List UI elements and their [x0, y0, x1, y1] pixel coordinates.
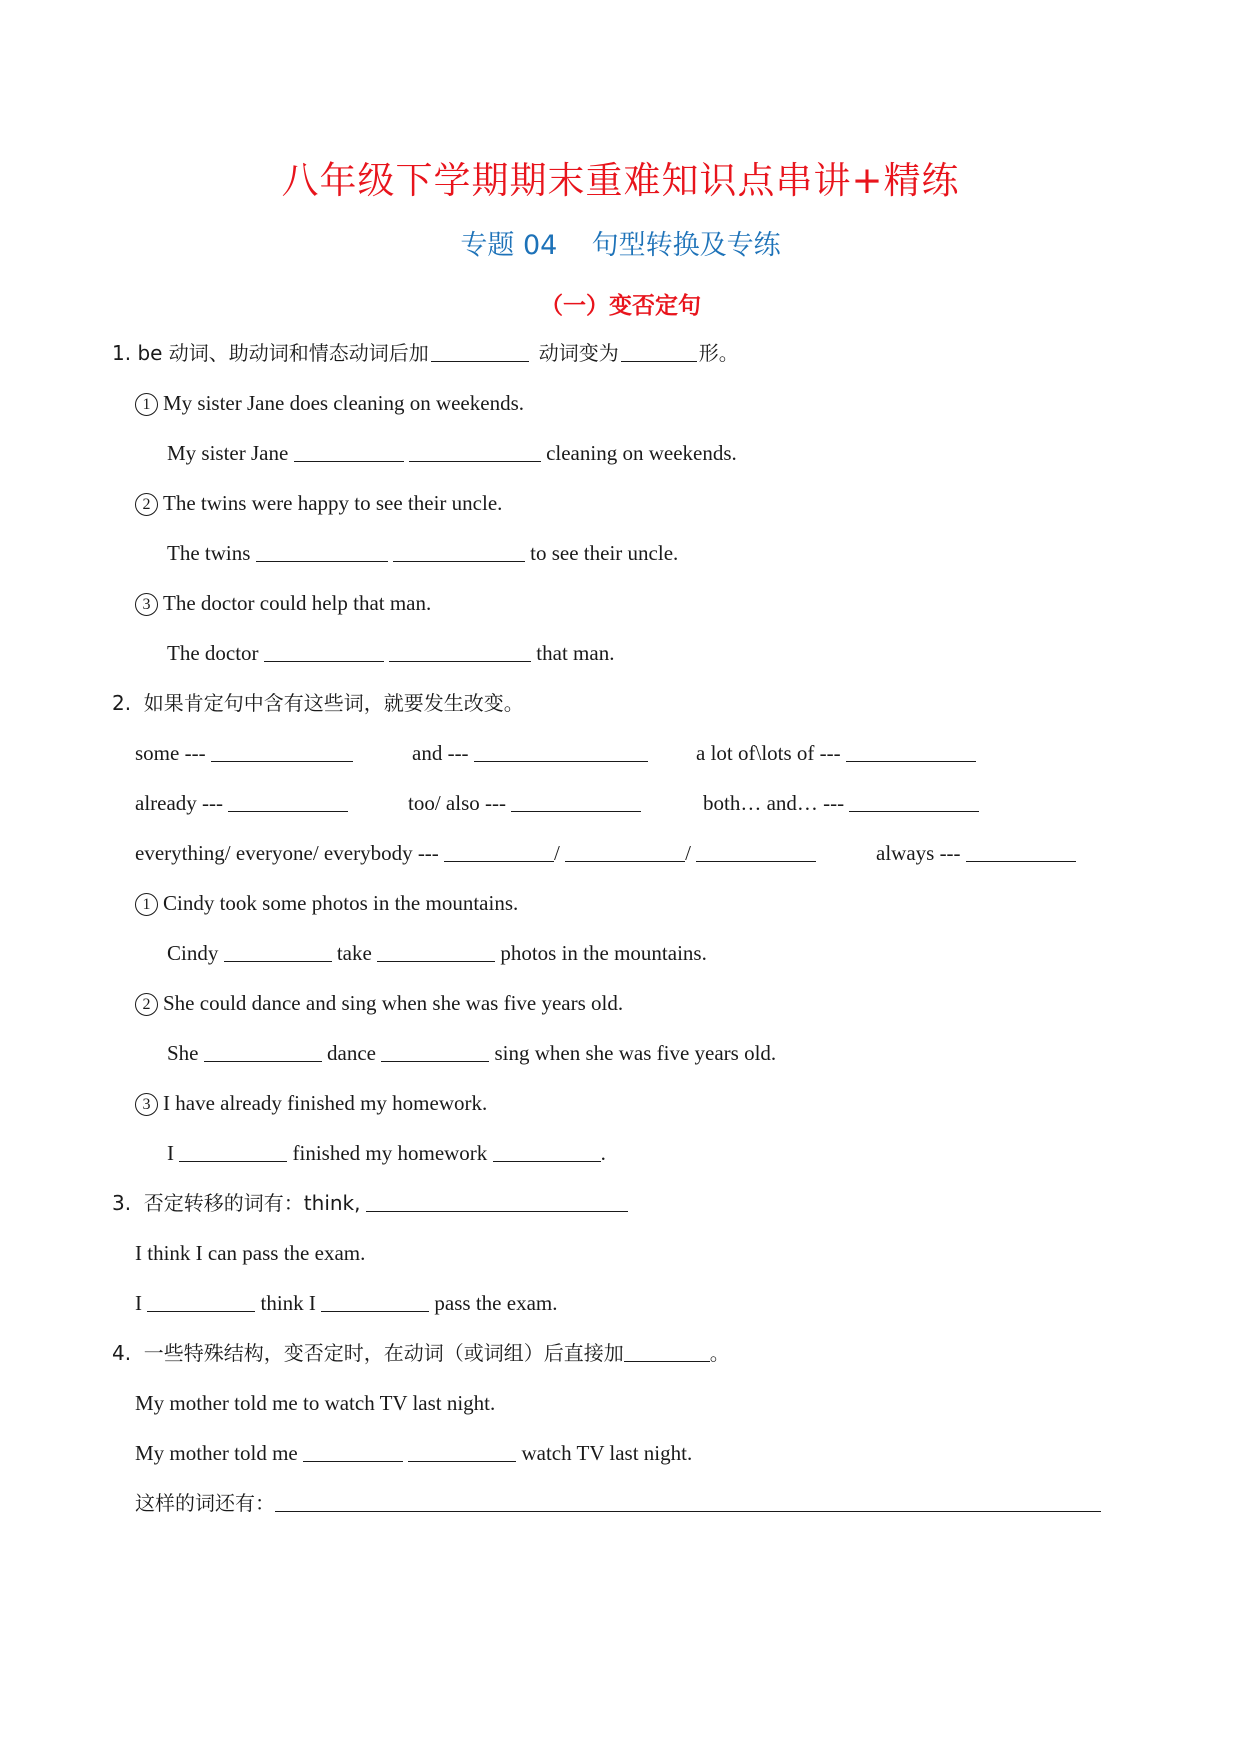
q4-sentence: My mother told me to watch TV last night.: [135, 1391, 496, 1415]
q2-item-2-answer: She dance sing when she was five years old.: [167, 1041, 777, 1065]
q2-item-3-answer: I finished my homework .: [167, 1141, 606, 1165]
answer-blank[interactable]: [228, 791, 348, 812]
word-some: some ---: [135, 738, 353, 768]
answer-blank[interactable]: [389, 641, 531, 662]
q4-answer: My mother told me watch TV last night.: [135, 1441, 693, 1465]
word-too-also: too/ also ---: [408, 788, 641, 818]
circled-number: 3: [135, 1093, 158, 1116]
answer-blank[interactable]: [256, 541, 388, 562]
word-already: already ---: [135, 788, 348, 818]
answer-blank[interactable]: [303, 1441, 403, 1462]
answer-blank[interactable]: [179, 1141, 287, 1162]
answer-blank[interactable]: [431, 341, 529, 362]
word-a-lot-of: a lot of\lots of ---: [696, 738, 976, 768]
circled-number: 1: [135, 393, 158, 416]
q1-item-1-sentence: 1 My sister Jane does cleaning on weekends.: [135, 388, 524, 418]
q1-item-1-answer: My sister Jane cleaning on weekends.: [167, 441, 737, 465]
q2-item-3-sentence: 3 I have already finished my homework.: [135, 1088, 487, 1118]
section-heading: （一）变否定句: [540, 293, 701, 319]
q3-answer: I think I pass the exam.: [135, 1291, 558, 1315]
circled-number: 1: [135, 893, 158, 916]
q3-sentence: I think I can pass the exam.: [135, 1241, 366, 1265]
answer-blank[interactable]: [444, 841, 554, 862]
answer-blank[interactable]: [393, 541, 525, 562]
q3-stem: 3. 否定转移的词有：think,: [112, 1188, 628, 1218]
answer-blank[interactable]: [966, 841, 1076, 862]
page-title: 八年级下学期期末重难知识点串讲+精练: [281, 159, 960, 202]
answer-blank[interactable]: [377, 941, 495, 962]
answer-blank[interactable]: [849, 791, 979, 812]
answer-blank[interactable]: [846, 741, 976, 762]
q1-item-3-answer: The doctor that man.: [167, 641, 615, 665]
word-everything: everything/ everyone/ everybody --- / /: [135, 838, 816, 868]
answer-blank[interactable]: [211, 741, 353, 762]
answer-blank[interactable]: [565, 841, 685, 862]
word-and: and ---: [412, 738, 648, 768]
circled-number: 2: [135, 993, 158, 1016]
q4-stem: 4. 一些特殊结构，变否定时，在动词（或词组）后直接加 。: [112, 1341, 730, 1365]
answer-blank[interactable]: [294, 441, 404, 462]
answer-blank[interactable]: [511, 791, 641, 812]
q1-item-3-sentence: 3 The doctor could help that man.: [135, 588, 431, 618]
q4-more-words: 这样的词还有：: [135, 1488, 1101, 1518]
answer-blank[interactable]: [147, 1291, 255, 1312]
q1-item-2-sentence: 2 The twins were happy to see their uncle.: [135, 488, 502, 518]
answer-blank[interactable]: [474, 741, 648, 762]
answer-blank[interactable]: [264, 641, 384, 662]
answer-blank[interactable]: [408, 1441, 516, 1462]
answer-blank[interactable]: [204, 1041, 322, 1062]
q2-item-2-sentence: 2 She could dance and sing when she was five years old.: [135, 988, 623, 1018]
q2-item-1-sentence: 1 Cindy took some photos in the mountains.: [135, 888, 518, 918]
word-always: always ---: [876, 838, 1076, 868]
answer-blank[interactable]: [366, 1191, 628, 1212]
answer-blank[interactable]: [321, 1291, 429, 1312]
answer-blank[interactable]: [621, 341, 697, 362]
q2-item-1-answer: Cindy take photos in the mountains.: [167, 941, 707, 965]
answer-blank[interactable]: [493, 1141, 601, 1162]
circled-number: 2: [135, 493, 158, 516]
q1-stem: 1. be 动词、助动词和情态动词后加 动词变为 形。: [112, 341, 739, 365]
answer-blank[interactable]: [224, 941, 332, 962]
word-both-and: both… and… ---: [703, 788, 979, 818]
answer-blank[interactable]: [696, 841, 816, 862]
topic-subtitle: 专题 04 句型转换及专练: [460, 230, 781, 261]
q2-stem: 2. 如果肯定句中含有这些词，就要发生改变。: [112, 691, 524, 715]
q1-item-2-answer: The twins to see their uncle.: [167, 541, 679, 565]
answer-blank[interactable]: [381, 1041, 489, 1062]
answer-blank[interactable]: [409, 441, 541, 462]
answer-blank[interactable]: [624, 1341, 710, 1362]
circled-number: 3: [135, 593, 158, 616]
answer-blank[interactable]: [275, 1491, 1101, 1512]
